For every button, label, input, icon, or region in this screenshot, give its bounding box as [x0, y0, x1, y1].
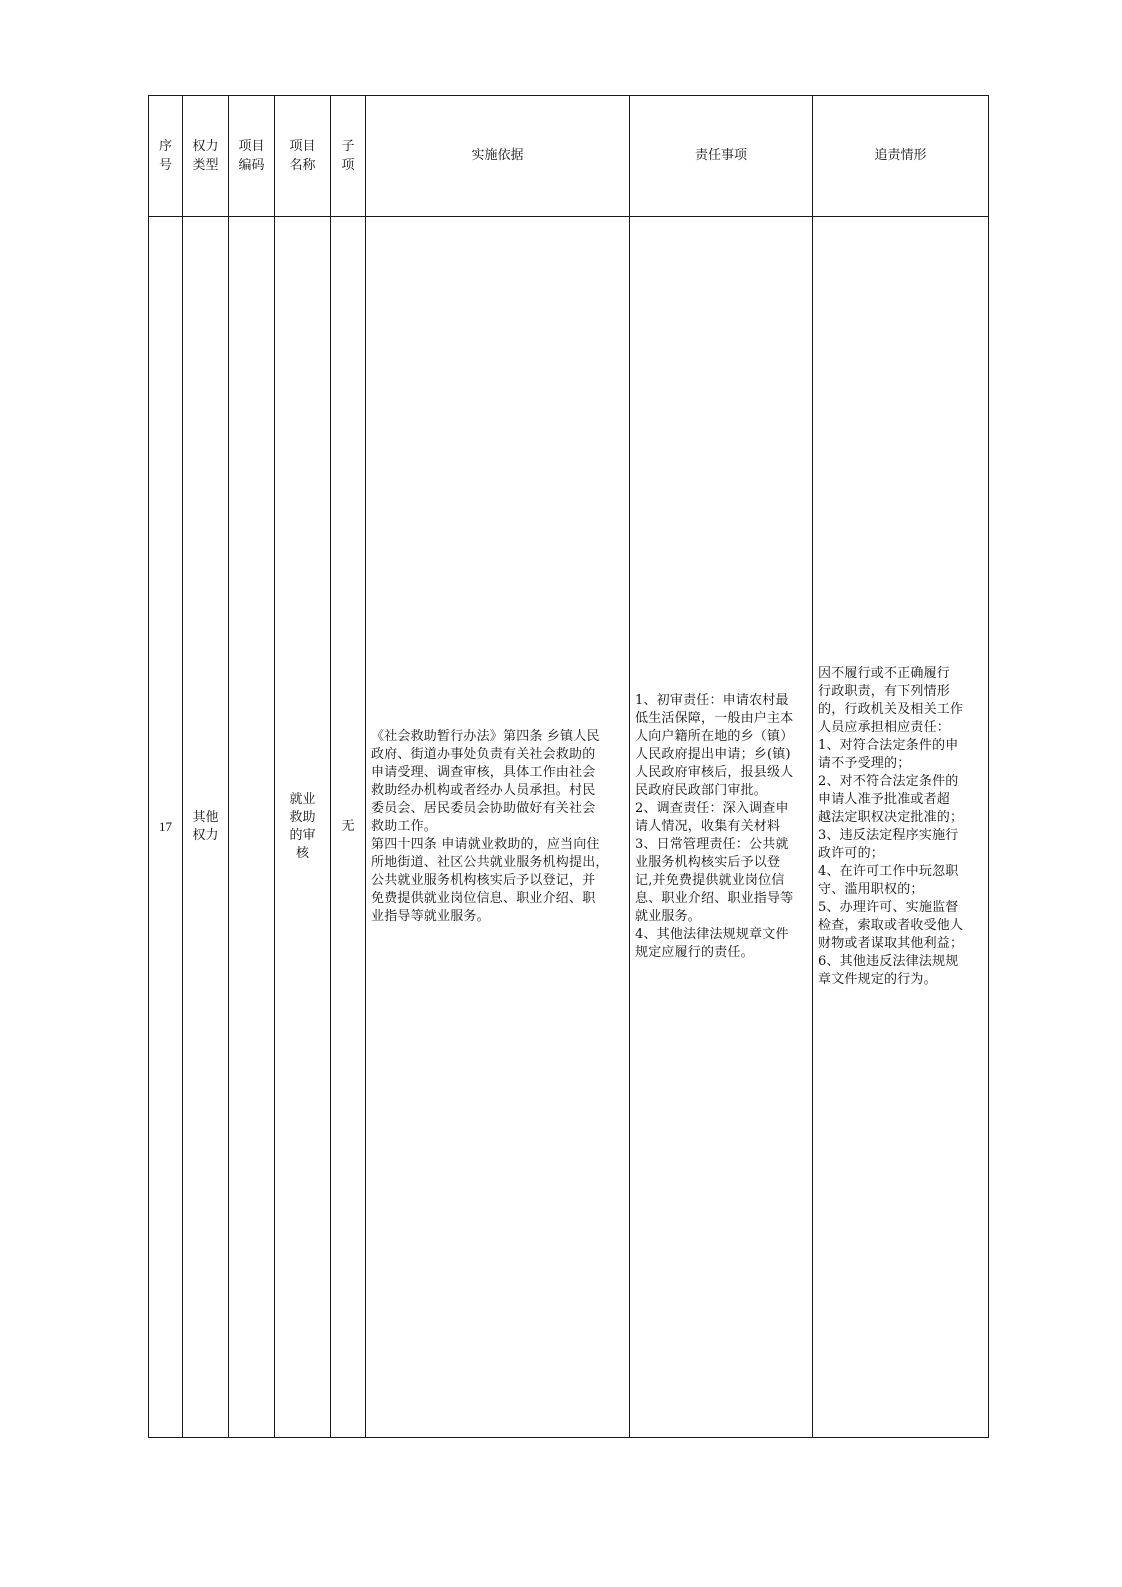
- basis-text: 《社会救助暂行办法》第四条 乡镇人民 政府、街道办事处负责有关社会救助的 申请受理、调查审核，具体工作由社会 救助经办机构或者经办人员承担。村民 委员会、居民委员会协助做好有关社会 救助工作。 第四十四条 申请就业救助的，应当向住 所地街道、社区公共就业服务机构提出， 公共就业服务机构核实后予以登记，并 免费提供就业岗位信息、职业介绍、职 业指导等就业服务。: [371, 729, 609, 924]
- header-power-type: 权力 类型: [183, 96, 229, 217]
- responsibility-text: 1、初审责任：申请农村最 低生活保障，一般由户主本 人向户籍所在地的乡（镇） 人民政府提出申请；乡(镇) 人民政府审核后，报县级人 民政府民政部门审批。 2、调查责任：深入调查申 请人情况，收集有关材料 3、日常管理责任：公共就 业服务机构核实后予以登 记,并免费提供就业岗位信 息、职业介绍、职业指导等 就业服务。 4、其他法律法规规章文件 规定应履行的责任。: [635, 693, 794, 960]
- header-item-code: 项目 编码: [229, 96, 275, 217]
- header-accountability: 追责情形: [813, 96, 989, 217]
- row-item-name: 就业 救助 的审 核: [275, 217, 331, 1438]
- row-accountability: [813, 217, 989, 1438]
- power-list-table: [148, 95, 989, 1438]
- header-item-name: 项目 名称: [275, 96, 331, 217]
- accountability-text: 因不履行或不正确履行 行政职责，有下列情形 的，行政机关及相关工作 人员应承担相应责任： 1、对符合法定条件的申 请不予受理的； 2、对不符合法定条件的 申请人准予批准或者超 越法定职权决定批准的； 3、违反法定程序实施行 政许可的； 4、在许可工作中玩忽职 守、滥用职权的； 5、办理许可、实施监督 检查，索取或者收受他人 财物或者谋取其他利益； 6、其他违反法律法规规 章文件规定的行为。: [818, 666, 964, 987]
- row-seq: 17: [149, 217, 183, 1438]
- row-power-type: 其他 权力: [183, 217, 229, 1438]
- header-basis: 实施依据: [366, 96, 630, 217]
- header-responsibility: 责任事项: [630, 96, 813, 217]
- header-sub-item: 子 项: [331, 96, 366, 217]
- row-responsibility: [630, 217, 813, 1438]
- table-row: [149, 217, 989, 1438]
- header-seq: 序 号: [149, 96, 183, 217]
- row-basis: [366, 217, 630, 1438]
- row-item-code: [229, 217, 275, 1438]
- row-sub-item: 无: [331, 217, 366, 1438]
- table-header-row: [149, 96, 989, 217]
